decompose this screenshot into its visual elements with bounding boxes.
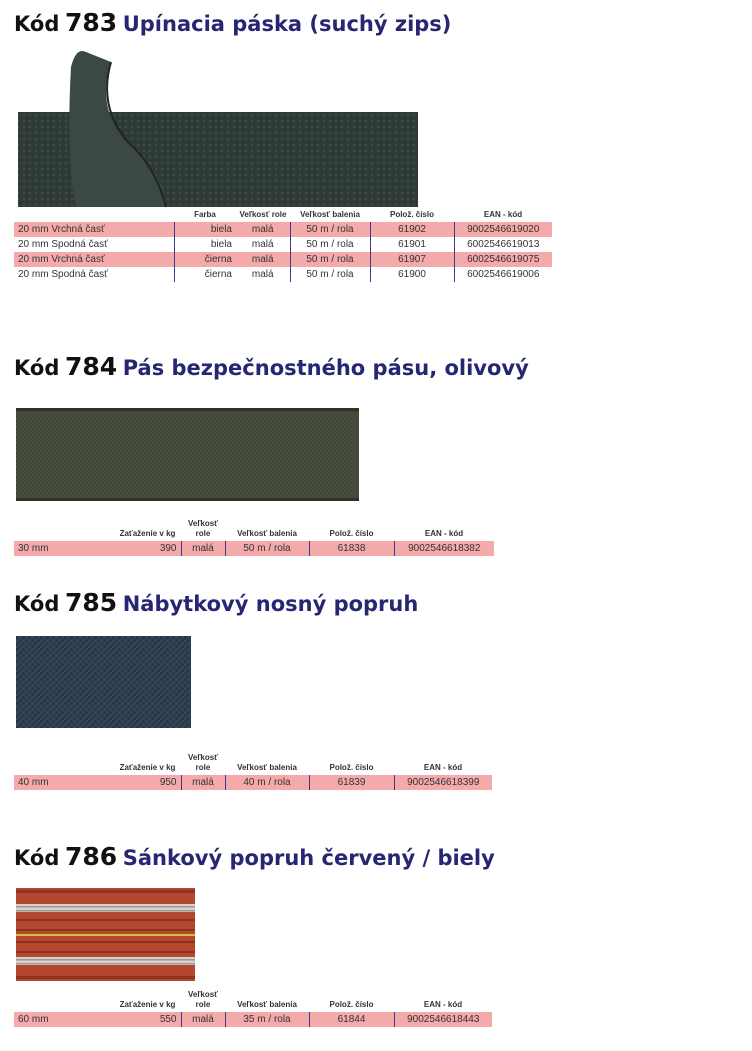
table-row: 40 mm 950 malá 40 m / rola 61839 9002546618399 [14, 775, 492, 790]
sled-strap-image [16, 888, 195, 981]
table-row: 20 mm Vrchná časť čierna malá 50 m / rola 61907 6002546619075 [14, 252, 552, 267]
furniture-strap-image [16, 636, 191, 728]
product-title: Kód 784 Pás bezpečnostného pásu, olivový [14, 352, 529, 381]
table-row: 20 mm Spodná časť čierna malá 50 m / rola 61900 6002546619006 [14, 267, 552, 282]
product-name: Pás bezpečnostného pásu, olivový [122, 356, 529, 380]
product-code: 786 [64, 842, 118, 871]
product-title: Kód 783 Upínacia páska (suchý zips) [14, 8, 452, 37]
product-title: Kód 785 Nábytkový nosný popruh [14, 588, 419, 617]
product-code: 784 [64, 352, 118, 381]
velcro-tape-image [16, 47, 418, 212]
table-row: 20 mm Spodná časť biela malá 50 m / rola 61901 6002546619013 [14, 237, 552, 252]
product-name: Nábytkový nosný popruh [122, 592, 419, 616]
table-row: 30 mm 390 malá 50 m / rola 61838 9002546618382 [14, 541, 494, 556]
table-header-row: Zaťaženie v kg Veľkosť role Veľkosť balenia Polož. číslo EAN - kód [119, 753, 463, 772]
product-name: Upínacia páska (suchý zips) [122, 12, 452, 36]
product-name: Sánkový popruh červený / biely [122, 846, 495, 870]
olive-belt-image [16, 408, 359, 501]
spec-table-786 [14, 990, 492, 1027]
product-code: 785 [64, 588, 118, 617]
table-header-row: Zaťaženie v kg Veľkosť role Veľkosť balenia Polož. číslo EAN - kód [119, 990, 463, 1009]
spec-table-785 [14, 753, 492, 790]
table-row: 20 mm Vrchná časť biela malá 50 m / rola 61902 9002546619020 [14, 222, 552, 237]
product-title: Kód 786 Sánkový popruh červený / biely [14, 842, 495, 871]
table-header-row: Farba Veľkosť role Veľkosť balenia Polož. číslo EAN - kód [194, 210, 523, 219]
spec-table-783 [14, 210, 552, 282]
product-code: 783 [64, 8, 118, 37]
table-row: 60 mm 550 malá 35 m / rola 61844 9002546618443 [14, 1012, 492, 1027]
table-header-row: Zaťaženie v kg Veľkosť role Veľkosť balenia Polož. číslo EAN - kód [119, 519, 464, 538]
spec-table-784 [14, 519, 494, 556]
